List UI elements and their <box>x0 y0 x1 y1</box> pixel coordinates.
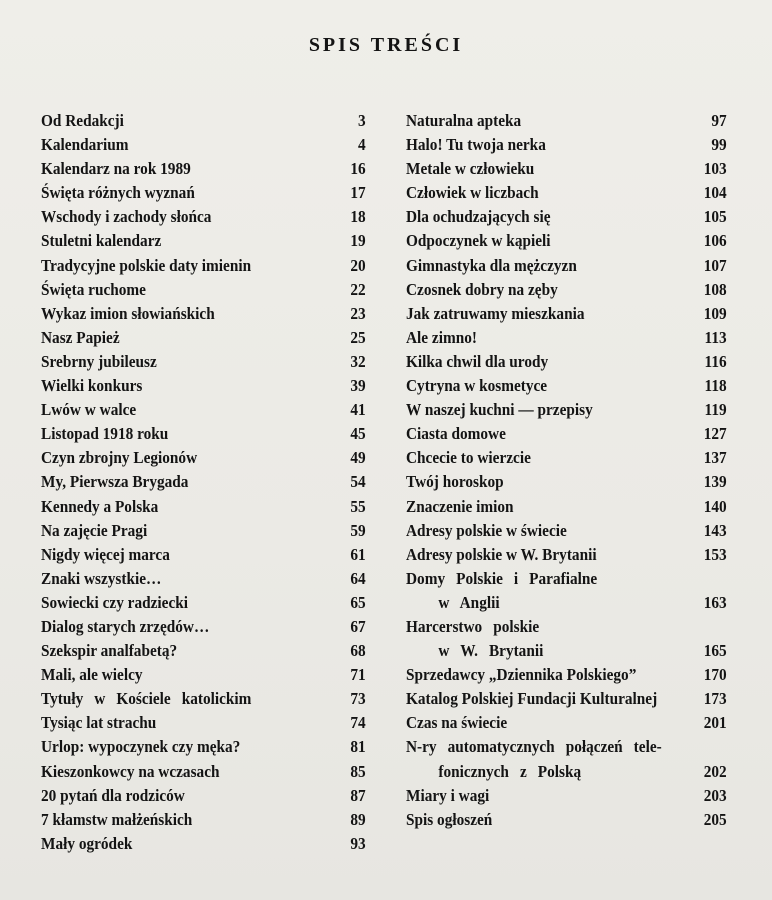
toc-entry-title: Gimnastyka dla mężczyzn <box>406 255 577 275</box>
toc-entry-title: Święta ruchome <box>41 279 146 299</box>
toc-entry <box>406 784 727 808</box>
toc-entry <box>41 832 366 856</box>
toc-entry-page-number: 61 <box>350 544 366 564</box>
toc-entry-page-number: 163 <box>703 592 727 612</box>
toc-entry <box>41 374 366 398</box>
toc-entry-page-number: 139 <box>703 472 727 492</box>
toc-entry-page-number: 143 <box>703 520 727 540</box>
toc-entry <box>406 543 727 567</box>
toc-entry-title: Czosnek dobry na zęby <box>406 279 558 299</box>
toc-entry-page-number: 25 <box>350 327 366 347</box>
toc-entry-title-line: w W. Brytanii <box>438 641 544 661</box>
toc-entry <box>406 735 727 783</box>
toc-entry-title: Kieszonkowcy na wczasach <box>41 761 220 781</box>
toc-entry <box>41 229 366 253</box>
toc-entry-page-number: 71 <box>350 665 366 685</box>
toc-entry-page-number: 32 <box>350 351 366 371</box>
toc-entry-page-number: 59 <box>350 520 366 540</box>
toc-entry-title: Mały ogródek <box>41 833 133 853</box>
toc-entry-title: Czas na świecie <box>406 713 508 733</box>
toc-entry-title: Sprzedawcy „Dziennika Polskiego” <box>406 665 637 685</box>
toc-entry-title: Wschody i zachody słońca <box>41 207 212 227</box>
page-title: SPIS TREŚCI <box>308 34 464 56</box>
toc-entry-title: Wykaz imion słowiańskich <box>41 303 215 323</box>
toc-entry <box>41 109 366 133</box>
toc-entry <box>406 109 727 133</box>
toc-entry-page-number: 140 <box>703 496 727 516</box>
toc-entry <box>406 446 727 470</box>
toc-entry-page-number: 73 <box>350 689 366 709</box>
toc-entry-title: Twój horoskop <box>406 472 504 492</box>
toc-entry-page-number: 65 <box>350 592 366 612</box>
toc-entry-page-number: 104 <box>703 183 727 203</box>
toc-entry-title: My, Pierwsza Brygada <box>41 472 189 492</box>
toc-entry <box>41 302 366 326</box>
toc-entry-page-number: 16 <box>350 159 366 179</box>
toc-entry-title-line: Domy Polskie i Parafialne <box>406 568 598 588</box>
toc-entry-title: Sowiecki czy radziecki <box>41 592 189 612</box>
toc-left-column <box>41 109 366 856</box>
toc-entry <box>41 446 366 470</box>
toc-entry <box>41 205 366 229</box>
toc-entry <box>41 615 366 639</box>
toc-entry <box>406 350 727 374</box>
toc-entry <box>41 760 366 784</box>
toc-entry-page-number: 4 <box>358 135 366 155</box>
toc-entry-page-number: 87 <box>350 785 366 805</box>
toc-entry-title: Człowiek w liczbach <box>406 183 539 203</box>
toc-entry <box>406 133 727 157</box>
toc-entry-title: Naturalna apteka <box>406 111 522 130</box>
toc-entry <box>406 157 727 181</box>
toc-entry <box>406 205 727 229</box>
toc-entry-title: Jak zatruwamy mieszkania <box>406 303 585 323</box>
toc-entry-title: Halo! Tu twoja nerka <box>406 135 546 155</box>
toc-entry-page-number: 22 <box>350 279 366 299</box>
toc-entry-title: Adresy polskie w świecie <box>406 520 567 540</box>
toc-entry-title: Znaczenie imion <box>406 496 514 516</box>
toc-entry-title: W naszej kuchni — przepisy <box>406 400 593 420</box>
toc-entry-title: 20 pytań dla rodziców <box>41 785 185 805</box>
toc-entry <box>406 254 727 278</box>
toc-entry-title: Szekspir analfabetą? <box>41 641 178 661</box>
toc-entry-title <box>406 735 662 783</box>
toc-entry-title <box>406 615 543 663</box>
toc-entry-title: Urlop: wypoczynek czy męka? <box>41 737 241 757</box>
toc-entry-title: Miary i wagi <box>406 785 490 805</box>
toc-entry <box>41 591 366 615</box>
toc-entry-page-number: 106 <box>703 231 727 251</box>
toc-entry <box>406 711 727 735</box>
toc-entry <box>406 495 727 519</box>
toc-entry <box>406 808 727 832</box>
toc-entry <box>41 470 366 494</box>
toc-entry <box>41 567 366 591</box>
toc-entry-page-number: 109 <box>703 303 727 323</box>
toc-entry <box>41 254 366 278</box>
toc-entry-title: Czyn zbrojny Legionów <box>41 448 198 468</box>
toc-entry <box>41 181 366 205</box>
toc-entry <box>406 302 727 326</box>
toc-entry-title: Tytuły w Kościele katolickim <box>41 689 252 709</box>
toc-entry-title: Wielki konkurs <box>41 376 143 396</box>
toc-entry-page-number: 45 <box>350 424 366 444</box>
toc-entry-page-number: 93 <box>350 833 366 853</box>
toc-entry-title: Tysiąc lat strachu <box>41 713 157 733</box>
toc-entry <box>406 519 727 543</box>
toc-entry-title: Cytryna w kosmetyce <box>406 376 548 396</box>
toc-entry-title: Kennedy a Polska <box>41 496 159 516</box>
toc-entry-page-number: 105 <box>703 207 727 227</box>
toc-entry-title: Święta różnych wyznań <box>41 183 195 203</box>
toc-entry <box>406 181 727 205</box>
toc-entry-page-number: 18 <box>350 207 366 227</box>
toc-entry-page-number: 165 <box>703 641 727 661</box>
toc-entry-page-number: 64 <box>350 568 366 588</box>
toc-entry-page-number: 68 <box>350 641 366 661</box>
toc-entry-page-number: 17 <box>350 183 366 203</box>
toc-entry-title: Na zajęcie Pragi <box>41 520 148 540</box>
toc-entry-page-number: 118 <box>704 376 727 396</box>
toc-entry <box>41 639 366 663</box>
toc-entry-page-number: 137 <box>703 448 727 468</box>
toc-entry-page-number: 108 <box>703 279 727 299</box>
toc-entry-title: Ale zimno! <box>406 327 477 347</box>
toc-entry <box>41 157 366 181</box>
toc-entry-page-number: 20 <box>350 255 366 275</box>
toc-entry <box>41 711 366 735</box>
toc-entry-page-number: 107 <box>703 255 727 275</box>
toc-entry-title: Kilka chwil dla urody <box>406 351 549 371</box>
toc-entry <box>406 615 727 663</box>
toc-entry-title-line: Harcerstwo polskie <box>406 616 540 636</box>
toc-entry <box>41 326 366 350</box>
toc-entry-page-number: 55 <box>350 496 366 516</box>
toc-entry-title: Tradycyjne polskie daty imienin <box>41 255 252 275</box>
toc-entry-title-line: w Anglii <box>438 592 500 612</box>
toc-entry-title-line: fonicznych z Polską <box>438 761 582 781</box>
toc-entry-page-number: 173 <box>703 689 727 709</box>
toc-entry-title: Nasz Papież <box>41 327 120 347</box>
toc-entry <box>406 567 727 615</box>
toc-entry-title: 7 kłamstw małżeńskich <box>41 809 193 829</box>
toc-entry <box>41 422 366 446</box>
toc-entry-page-number: 103 <box>703 159 727 179</box>
toc-entry-title: Katalog Polskiej Fundacji Kulturalnej <box>406 689 658 709</box>
toc-entry <box>406 398 727 422</box>
toc-entry-page-number: 203 <box>703 785 727 805</box>
toc-entry <box>406 374 727 398</box>
toc-entry <box>41 350 366 374</box>
toc-entry-page-number: 202 <box>703 761 727 781</box>
toc-entry <box>41 543 366 567</box>
toc-entry-page-number: 170 <box>703 665 727 685</box>
toc-entry-page-number: 127 <box>703 424 727 444</box>
toc-entry <box>406 422 727 446</box>
toc-entry-page-number: 153 <box>703 544 727 564</box>
toc-entry-title-line: N-ry automatycznych połączeń tele- <box>406 737 662 757</box>
toc-entry-page-number: 74 <box>350 713 366 733</box>
toc-entry-page-number: 19 <box>350 231 366 251</box>
toc-entry-page-number: 97 <box>711 111 727 130</box>
toc-entry-page-number: 119 <box>704 400 727 420</box>
toc-entry-title: Adresy polskie w W. Brytanii <box>406 544 597 564</box>
toc-entry-title: Odpoczynek w kąpieli <box>406 231 551 251</box>
toc-entry-title: Stuletni kalendarz <box>41 231 162 251</box>
toc-entry-title: Od Redakcji <box>41 111 124 130</box>
toc-entry-title: Dialog starych zrzędów… <box>41 616 210 636</box>
toc-entry <box>41 663 366 687</box>
toc-entry <box>406 229 727 253</box>
toc-entry-title: Metale w człowieku <box>406 159 535 179</box>
toc-entry <box>41 735 366 759</box>
toc-entry-title: Kalendarz na rok 1989 <box>41 159 191 179</box>
toc-entry <box>41 784 366 808</box>
toc-entry-title: Lwów w walce <box>41 400 137 420</box>
toc-entry-title: Listopad 1918 roku <box>41 424 169 444</box>
toc-entry-page-number: 116 <box>704 351 727 371</box>
toc-entry <box>406 326 727 350</box>
toc-entry-page-number: 54 <box>350 472 366 492</box>
toc-entry <box>41 133 366 157</box>
toc-entry <box>406 278 727 302</box>
toc-entry-page-number: 81 <box>350 737 366 757</box>
toc-entry <box>41 519 366 543</box>
toc-entry-page-number: 85 <box>350 761 366 781</box>
toc-entry-page-number: 201 <box>703 713 727 733</box>
toc-entry-page-number: 205 <box>703 809 727 829</box>
toc-entry <box>406 470 727 494</box>
toc-entry-title: Nigdy więcej marca <box>41 544 170 564</box>
toc-entry-title <box>406 567 597 615</box>
toc-right-column <box>406 109 727 832</box>
toc-entry-title: Spis ogłoszeń <box>406 809 493 829</box>
toc-entry-title: Srebrny jubileusz <box>41 351 157 371</box>
toc-entry-title: Ciasta domowe <box>406 424 506 444</box>
toc-entry <box>41 495 366 519</box>
toc-entry-title: Znaki wszystkie… <box>41 568 162 588</box>
toc-entry-page-number: 49 <box>350 448 366 468</box>
toc-entry-page-number: 113 <box>704 327 727 347</box>
toc-entry-page-number: 89 <box>350 809 366 829</box>
toc-entry-page-number: 39 <box>350 376 366 396</box>
toc-entry-title: Kalendarium <box>41 135 129 155</box>
toc-entry <box>406 663 727 687</box>
toc-entry <box>41 398 366 422</box>
toc-entry-page-number: 3 <box>358 111 366 130</box>
toc-entry-page-number: 99 <box>711 135 727 155</box>
toc-entry-page-number: 41 <box>350 400 366 420</box>
toc-entry <box>41 278 366 302</box>
toc-entry-page-number: 67 <box>350 616 366 636</box>
toc-entry-title: Dla ochudzających się <box>406 207 551 227</box>
toc-entry <box>406 687 727 711</box>
toc-entry-title: Chcecie to wierzcie <box>406 448 531 468</box>
toc-entry-page-number: 23 <box>350 303 366 323</box>
toc-entry <box>41 687 366 711</box>
toc-entry <box>41 808 366 832</box>
toc-entry-title: Mali, ale wielcy <box>41 665 143 685</box>
